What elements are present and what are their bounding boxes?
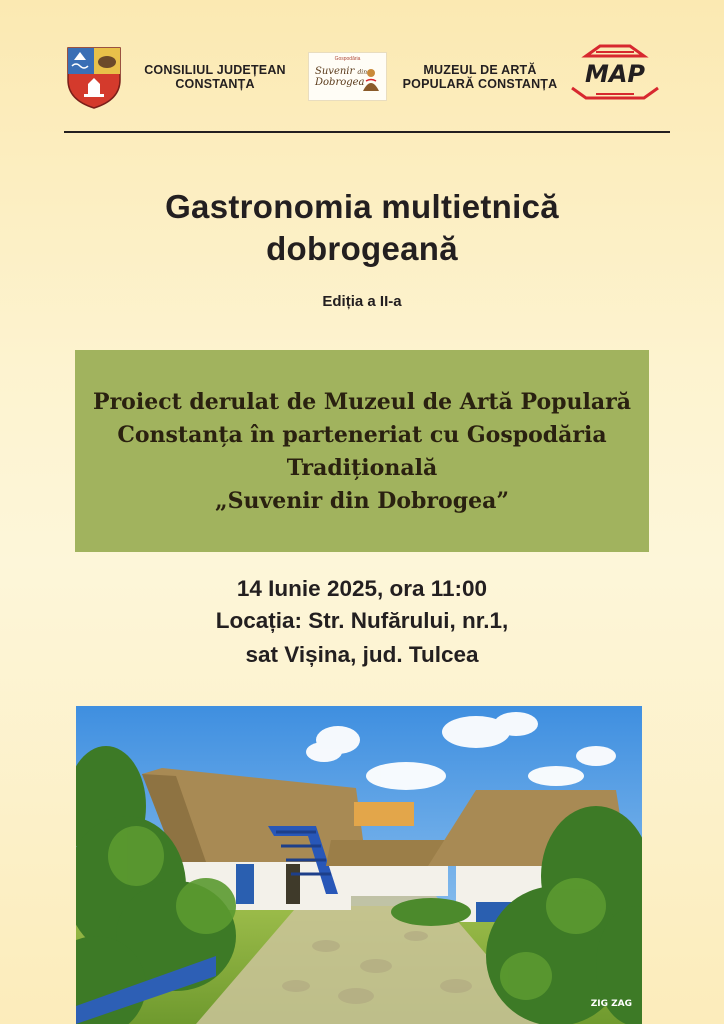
map-logo-icon	[566, 42, 664, 102]
project-line3: Tradițională	[286, 455, 438, 481]
event-location-line1: Locația: Str. Nufărului, nr.1,	[215, 608, 509, 633]
suvenir-logo-line2: Dobrogea	[315, 77, 365, 88]
title-line1: Gastronomia multietnică	[165, 188, 559, 225]
photo-watermark: ZIG ZAG	[590, 999, 632, 1009]
event-date: 14 Iunie 2025, ora 11:00	[236, 576, 488, 601]
county-council-line1: CONSILIUL JUDEȚEAN	[144, 63, 286, 77]
page-title	[62, 186, 662, 270]
map-logo-text: MAP	[584, 60, 646, 88]
county-council-name	[135, 63, 295, 91]
museum-name-line1: MUZEUL DE ARTĂ	[423, 63, 537, 77]
suvenir-logo-icon	[308, 52, 387, 101]
project-line2: Constanța în parteneriat cu Gospodăria	[117, 422, 607, 448]
event-location-line2: sat Vișina, jud. Tulcea	[245, 642, 479, 667]
project-description	[75, 386, 649, 518]
header	[0, 0, 724, 132]
project-line4: „Suvenir din Dobrogea”	[214, 488, 509, 514]
project-description-box	[75, 350, 649, 552]
museum-name	[392, 63, 568, 91]
county-coat-of-arms-icon	[64, 44, 124, 110]
edition-label: Ediția a II-a	[322, 293, 402, 310]
project-line1: Proiect derulat de Muzeul de Artă Populară	[93, 389, 631, 415]
suvenir-figure-icon	[360, 67, 382, 93]
museum-name-line2: POPULARĂ CONSTANȚA	[402, 77, 558, 91]
suvenir-logo-line1: Suvenir	[315, 66, 355, 77]
thatched-houses-photo	[76, 706, 642, 1024]
suvenir-logo-din: din	[357, 69, 368, 76]
suvenir-logo-small-text: Gospodăria	[334, 56, 361, 62]
county-council-line2: CONSTANȚA	[175, 77, 255, 91]
header-divider	[64, 131, 670, 133]
title-line2: dobrogeană	[266, 230, 458, 267]
